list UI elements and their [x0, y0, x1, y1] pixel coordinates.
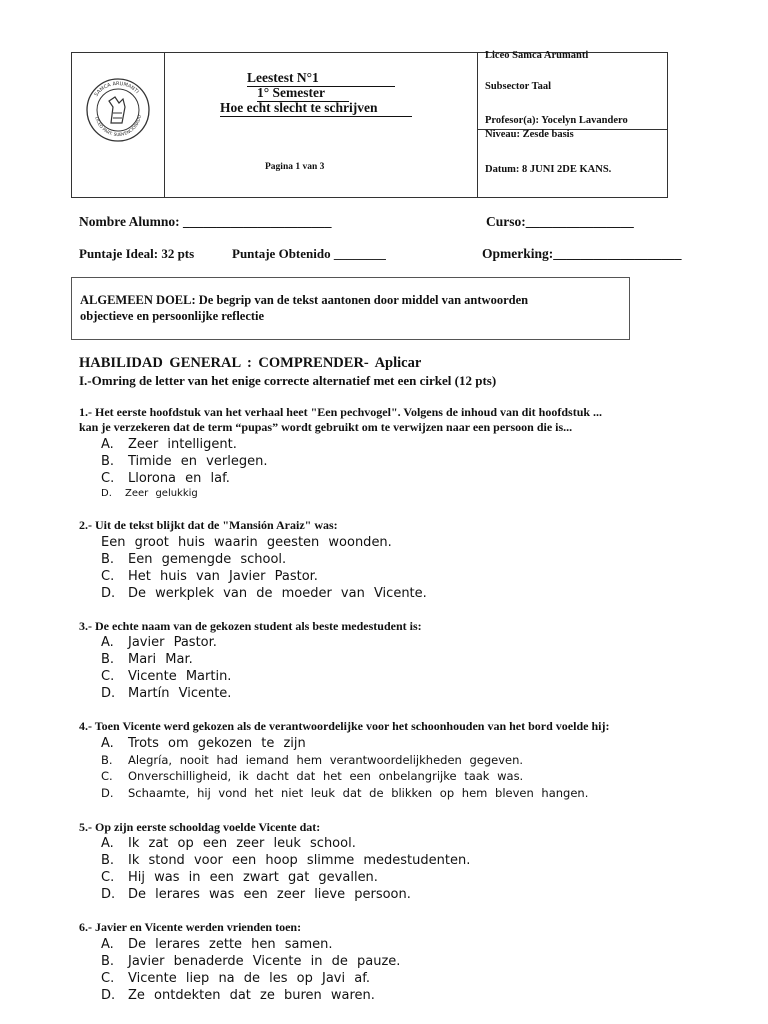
obtained-score-field[interactable]: Puntaje Obtenido ________ — [232, 246, 386, 261]
subsector: Subsector Taal — [485, 81, 552, 92]
test-title: Leestest N°1 — [247, 70, 395, 87]
q2-option-a[interactable]: Een groot huis waarin geesten woonden. — [101, 535, 392, 550]
svg-text:SAMCA ARUMANTI: SAMCA ARUMANTI — [93, 80, 140, 98]
q4-option-c[interactable]: C. Onverschilligheid, ik dacht dat het een onbelangrijke taak was. — [101, 769, 524, 783]
q6-option-a[interactable]: A. De lerares zette hen samen. — [101, 937, 333, 952]
q5-option-d[interactable]: D. De lerares was een zeer lieve persoon. — [101, 887, 411, 902]
general-skill-heading: HABILIDAD GENERAL : COMPRENDER- Aplicar — [79, 355, 422, 371]
q6-option-d[interactable]: D. Ze ontdekten dat ze buren waren. — [101, 988, 375, 1003]
q6-option-b[interactable]: B. Javier benaderde Vicente in de pauze. — [101, 954, 401, 969]
school-seal-icon — [85, 77, 151, 143]
q5-option-b[interactable]: B. Ik stond voor een hoop slimme medestudenten. — [101, 853, 471, 868]
header-table — [71, 52, 668, 198]
q2-option-b[interactable]: B. Een gemengde school. — [101, 552, 287, 567]
semester-title: 1° Semester — [257, 85, 349, 102]
goal-text: De begrip van de tekst aantonen door middel van antwoorden — [195, 293, 529, 307]
question-3: 3.- De echte naam van de gekozen student als beste medestudent is: — [79, 619, 422, 633]
q1-option-d[interactable]: D. Zeer gelukkig — [101, 488, 198, 499]
q3-option-d[interactable]: D. Martín Vicente. — [101, 686, 232, 701]
svg-text:LICEO PART. SUBVENCIONADO: LICEO PART. SUBVENCIONADO — [93, 114, 143, 139]
date: Datum: 8 JUNI 2DE KANS. — [485, 164, 612, 175]
q2-option-d[interactable]: D. De werkplek van de moeder van Vicente. — [101, 586, 427, 601]
q1-option-c[interactable]: C. Llorona en laf. — [101, 471, 230, 486]
q6-option-c[interactable]: C. Vicente liep na de les op Javi af. — [101, 971, 370, 986]
q1-option-b[interactable]: B. Timide en verlegen. — [101, 454, 268, 469]
question-1-cont: kan je verzekeren dat de term “pupas” wordt gebruikt om te verwijzen naar een persoon die is... — [79, 420, 573, 434]
question-4: 4.- Toen Vicente werd gekozen als de verantwoordelijke voor het schoonhouden van het bord voelde hij: — [79, 719, 610, 733]
question-6: 6.- Javier en Vicente werden vrienden toen: — [79, 920, 302, 934]
goal-text: objectieve en persoonlijke reflectie — [80, 309, 265, 323]
q3-option-b[interactable]: B. Mari Mar. — [101, 652, 193, 667]
student-name-field[interactable]: Nombre Alumno: ______________________ — [79, 214, 332, 229]
general-goal-box — [71, 277, 630, 340]
school-name: Liceo Samca Arumanti — [485, 50, 589, 61]
q4-option-d[interactable]: D. Schaamte, hij vond het niet leuk dat de blikken op hem bleven hangen. — [101, 786, 589, 800]
q3-option-a[interactable]: A. Javier Pastor. — [101, 635, 217, 650]
level: Niveau: Zesde basis — [485, 129, 574, 140]
q4-option-b[interactable]: B. Alegría, nooit had iemand hem verantwoordelijkheden gegeven. — [101, 753, 524, 767]
q2-option-c[interactable]: C. Het huis van Javier Pastor. — [101, 569, 318, 584]
instruction: I.-Omring de letter van het enige correcte alternatief met een cirkel (12 pts) — [79, 373, 497, 388]
header-divider — [477, 53, 478, 197]
page-number: Pagina 1 van 3 — [265, 162, 325, 172]
question-2: 2.- Uit de tekst blijkt dat de "Mansión Araiz" was: — [79, 518, 338, 532]
course-field[interactable]: Curso:________________ — [486, 214, 634, 229]
q1-option-a[interactable]: A. Zeer intelligent. — [101, 437, 237, 452]
question-5: 5.- Op zijn eerste schooldag voelde Vicente dat: — [79, 820, 321, 834]
teacher: Profesor(a): Yocelyn Lavandero — [485, 115, 628, 126]
goal-label: ALGEMEEN DOEL: — [80, 293, 196, 307]
q4-option-a[interactable]: A. Trots om gekozen te zijn — [101, 736, 306, 751]
header-divider — [164, 53, 165, 197]
question-1: 1.- Het eerste hoofdstuk van het verhaal heet "Een pechvogel". Volgens de inhoud van dit hoofdstuk ... — [79, 405, 603, 419]
remark-field[interactable]: Opmerking:___________________ — [482, 246, 682, 261]
q5-option-c[interactable]: C. Hij was in een zwart gat gevallen. — [101, 870, 378, 885]
q3-option-c[interactable]: C. Vicente Martin. — [101, 669, 232, 684]
ideal-score: Puntaje Ideal: 32 pts — [79, 246, 195, 261]
book-title: Hoe echt slecht te schrijven — [220, 100, 412, 117]
q5-option-a[interactable]: A. Ik zat op een zeer leuk school. — [101, 836, 356, 851]
